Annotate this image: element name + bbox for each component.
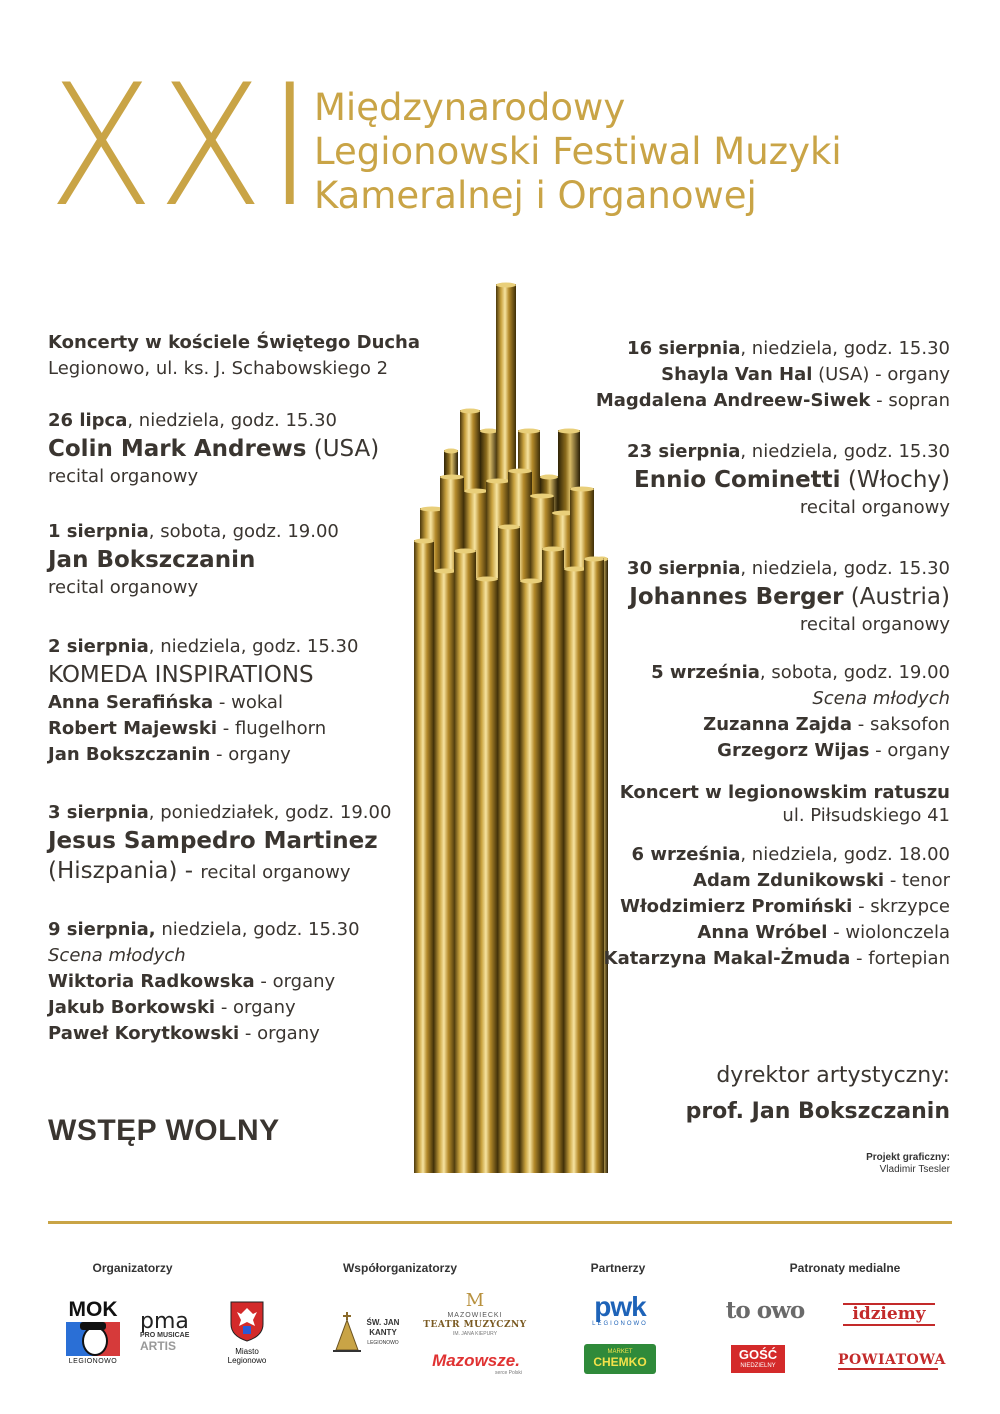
idziemy-logo: idziemy: [843, 1303, 935, 1326]
event-date: 23 sierpnia: [627, 441, 741, 462]
event-note: Scena młodych: [812, 688, 950, 709]
event-date: 2 sierpnia: [48, 636, 149, 657]
organ-pipe: [498, 526, 520, 1173]
organ-pipe-cap: [530, 494, 554, 499]
event-time: , niedziela, godz. 18.00: [740, 844, 950, 865]
event-30-sierpnia: [570, 556, 950, 638]
event-9-sierpnia: [48, 917, 428, 1047]
event-description: recital organowy: [200, 862, 351, 883]
event-description: recital organowy: [48, 577, 199, 598]
miasto-legionowo-logo: Miasto Legionowo: [222, 1300, 272, 1365]
event-description: recital organowy: [799, 497, 950, 518]
organ-pipe: [520, 580, 542, 1173]
performer-name: Grzegorz Wijas: [717, 740, 870, 761]
event-23-sierpnia: [570, 439, 950, 521]
performer-country: (USA): [306, 436, 380, 462]
market-chemko-logo: MARKET CHEMKO: [584, 1344, 656, 1374]
festival-edition-numeral: XXI: [48, 48, 317, 244]
event-5-wrzesnia: [570, 660, 950, 764]
performer-name: Robert Majewski: [48, 718, 217, 739]
performer-name: Jakub Borkowski: [48, 997, 216, 1018]
organ-pipe-back-cap: [558, 429, 580, 434]
event-time: , niedziela, godz. 15.30: [148, 636, 359, 657]
venue-block: [48, 330, 428, 382]
event-time: , niedziela, godz. 15.30: [127, 410, 337, 431]
pro-musicae-artis-logo: pma PRO MUSICAE ARTIS: [140, 1309, 190, 1353]
performer-name: Magdalena Andreew-Siwek: [595, 390, 871, 411]
event-description: recital organowy: [799, 614, 950, 635]
performer-role: - organy: [239, 1023, 320, 1044]
title-line-1: Międzynarodowy: [314, 86, 626, 129]
performer-role: - fortepian: [850, 948, 950, 969]
venue-title: Koncert w legionowskim ratuszu: [619, 782, 950, 803]
pwk-logo: pwk LEGIONOWO: [592, 1291, 648, 1327]
festival-title: [314, 86, 842, 218]
event-3-sierpnia: [48, 800, 428, 886]
organ-pipe-cap: [498, 525, 520, 530]
performer-role: - saksofon: [852, 714, 950, 735]
media-patrons-heading: Patronaty medialne: [789, 1261, 901, 1275]
organ-pipe-cap: [520, 579, 542, 584]
performer-name: Anna Wróbel: [697, 922, 828, 943]
admission-free: WSTĘP WOLNY: [48, 1114, 280, 1147]
event-date: 9 sierpnia,: [48, 919, 156, 940]
performer-name: Johannes Berger: [629, 584, 844, 610]
event-date: 30 sierpnia: [627, 558, 741, 579]
organ-pipe-cap: [454, 549, 476, 554]
credit-label: Projekt graficzny:: [866, 1152, 950, 1163]
organ-pipe-cap: [476, 577, 498, 582]
performer-role: - wiolonczela: [827, 922, 950, 943]
performer-name: Colin Mark Andrews: [48, 436, 307, 462]
event-date: 16 sierpnia: [627, 338, 741, 359]
organ-pipe: [434, 570, 456, 1173]
church-icon: [332, 1310, 362, 1354]
coat-of-arms-icon: [229, 1300, 265, 1342]
director-label: dyrektor artystyczny:: [716, 1063, 950, 1088]
director-name: prof. Jan Bokszczanin: [685, 1099, 950, 1124]
performer-role: - organy: [254, 971, 336, 992]
mazowsze-logo: Mazowsze. serce Polski: [432, 1351, 522, 1376]
organ-pipe-cap: [496, 283, 516, 288]
organ-pipe-cap: [518, 429, 540, 434]
performer-role: - tenor: [884, 870, 950, 891]
event-date: 1 sierpnia: [48, 521, 149, 542]
mok-emblem: [66, 1322, 120, 1356]
performer-role: - organy: [210, 744, 291, 765]
performer-name: Jan Bokszczanin: [48, 547, 256, 573]
event-time: , sobota, godz. 19.00: [148, 521, 339, 542]
mok-logo: MOK LEGIONOWO: [66, 1300, 120, 1365]
venue-address: ul. Piłsudskiego 41: [782, 805, 950, 826]
organ-pipe-cap: [460, 409, 480, 414]
performer-role: - skrzypce: [852, 896, 950, 917]
performer-name: Jesus Sampedro Martinez: [48, 828, 378, 854]
performer-name: Zuzanna Zajda: [703, 714, 853, 735]
design-credit: [866, 1152, 950, 1176]
performer-name: Adam Zdunikowski: [693, 870, 885, 891]
credit-name: Vladimir Tsesler: [879, 1164, 950, 1175]
organ-pipe-cap: [434, 569, 456, 574]
title-line-2: Legionowski Festiwal Muzyki: [314, 130, 842, 173]
gosc-niedzielny-logo: GOŚĆ NIEDZIELNY: [731, 1345, 785, 1373]
event-note: Scena młodych: [48, 945, 186, 966]
event-6-wrzesnia: [570, 842, 950, 972]
performer-name: Anna Serafińska: [48, 692, 214, 713]
performer-country: (Austria): [843, 584, 950, 610]
organ-pipe: [454, 550, 476, 1173]
organ-pipe: [476, 578, 498, 1173]
organ-pipe-cap: [464, 489, 488, 494]
performer-country: (Włochy): [840, 467, 950, 493]
event-time: , sobota, godz. 19.00: [759, 662, 950, 683]
organ-pipe-back-cap: [480, 429, 498, 434]
performer-role: - flugelhorn: [217, 718, 327, 739]
performer-role: - wokal: [213, 692, 283, 713]
event-2-sierpnia: [48, 634, 428, 768]
divider-line: [48, 1221, 952, 1224]
event-date: 5 września: [651, 662, 760, 683]
event-time: , poniedziałek, godz. 19.00: [148, 802, 392, 823]
town-hall-venue: [570, 781, 950, 827]
mazowiecki-teatr-muzyczny-logo: M MAZOWIECKI TEATR MUZYCZNY IM. JANA KIEPURY: [423, 1290, 527, 1337]
to-owo-logo: to owo: [725, 1297, 805, 1324]
performer-name: Katarzyna Makal-Żmuda: [603, 948, 851, 969]
performer-role: - organy: [215, 997, 296, 1018]
event-26-lipca: [48, 408, 428, 490]
organ-pipe-cap: [542, 547, 564, 552]
organ-pipe-cap: [440, 475, 464, 480]
event-time: , niedziela, godz. 15.30: [740, 441, 950, 462]
event-date: 3 sierpnia: [48, 802, 149, 823]
performer-role: - organy: [869, 740, 950, 761]
performer-name: Shayla Van Hal: [661, 364, 813, 385]
performer-name: Paweł Korytkowski: [48, 1023, 240, 1044]
event-time: niedziela, godz. 15.30: [155, 919, 360, 940]
performer-name: Jan Bokszczanin: [48, 744, 211, 765]
organ-pipe-cap: [508, 469, 532, 474]
artistic-director: [570, 1058, 950, 1130]
event-date: 26 lipca: [48, 410, 128, 431]
event-16-sierpnia: [570, 336, 950, 414]
event-time: , niedziela, godz. 15.30: [740, 558, 950, 579]
venue-address: Legionowo, ul. ks. J. Schabowskiego 2: [48, 358, 389, 379]
organ-pipe-cap: [486, 479, 510, 484]
organ-pipe-back-cap: [444, 449, 458, 454]
title-line-3: Kameralnej i Organowej: [314, 174, 757, 217]
powiatowa-logo: POWIATOWA: [838, 1352, 946, 1368]
event-1-sierpnia: [48, 519, 428, 601]
event-date: 6 września: [631, 844, 741, 865]
performer-role: - sopran: [870, 390, 950, 411]
performer-role: (USA) - organy: [812, 364, 950, 385]
performer-name: Włodzimierz Promiński: [620, 896, 853, 917]
organizers-heading: Organizatorzy: [92, 1261, 173, 1275]
sw-jan-kanty-logo: ŚW. JAN KANTY LEGIONOWO: [332, 1306, 406, 1356]
co-organizers-heading: Współorganizatorzy: [342, 1261, 457, 1275]
organ-pipe: [542, 548, 564, 1173]
performer-name: Wiktoria Radkowska: [48, 971, 255, 992]
organ-pipe-back-cap: [540, 475, 558, 480]
event-description: recital organowy: [48, 466, 199, 487]
event-headline: KOMEDA INSPIRATIONS: [48, 662, 314, 688]
event-time: , niedziela, godz. 15.30: [740, 338, 950, 359]
performer-name: Ennio Cominetti: [634, 467, 841, 493]
partners-heading: Partnerzy: [590, 1261, 646, 1275]
performer-country: (Hiszpania) -: [48, 858, 201, 884]
venue-title: Koncerty w kościele Świętego Ducha: [48, 332, 421, 353]
